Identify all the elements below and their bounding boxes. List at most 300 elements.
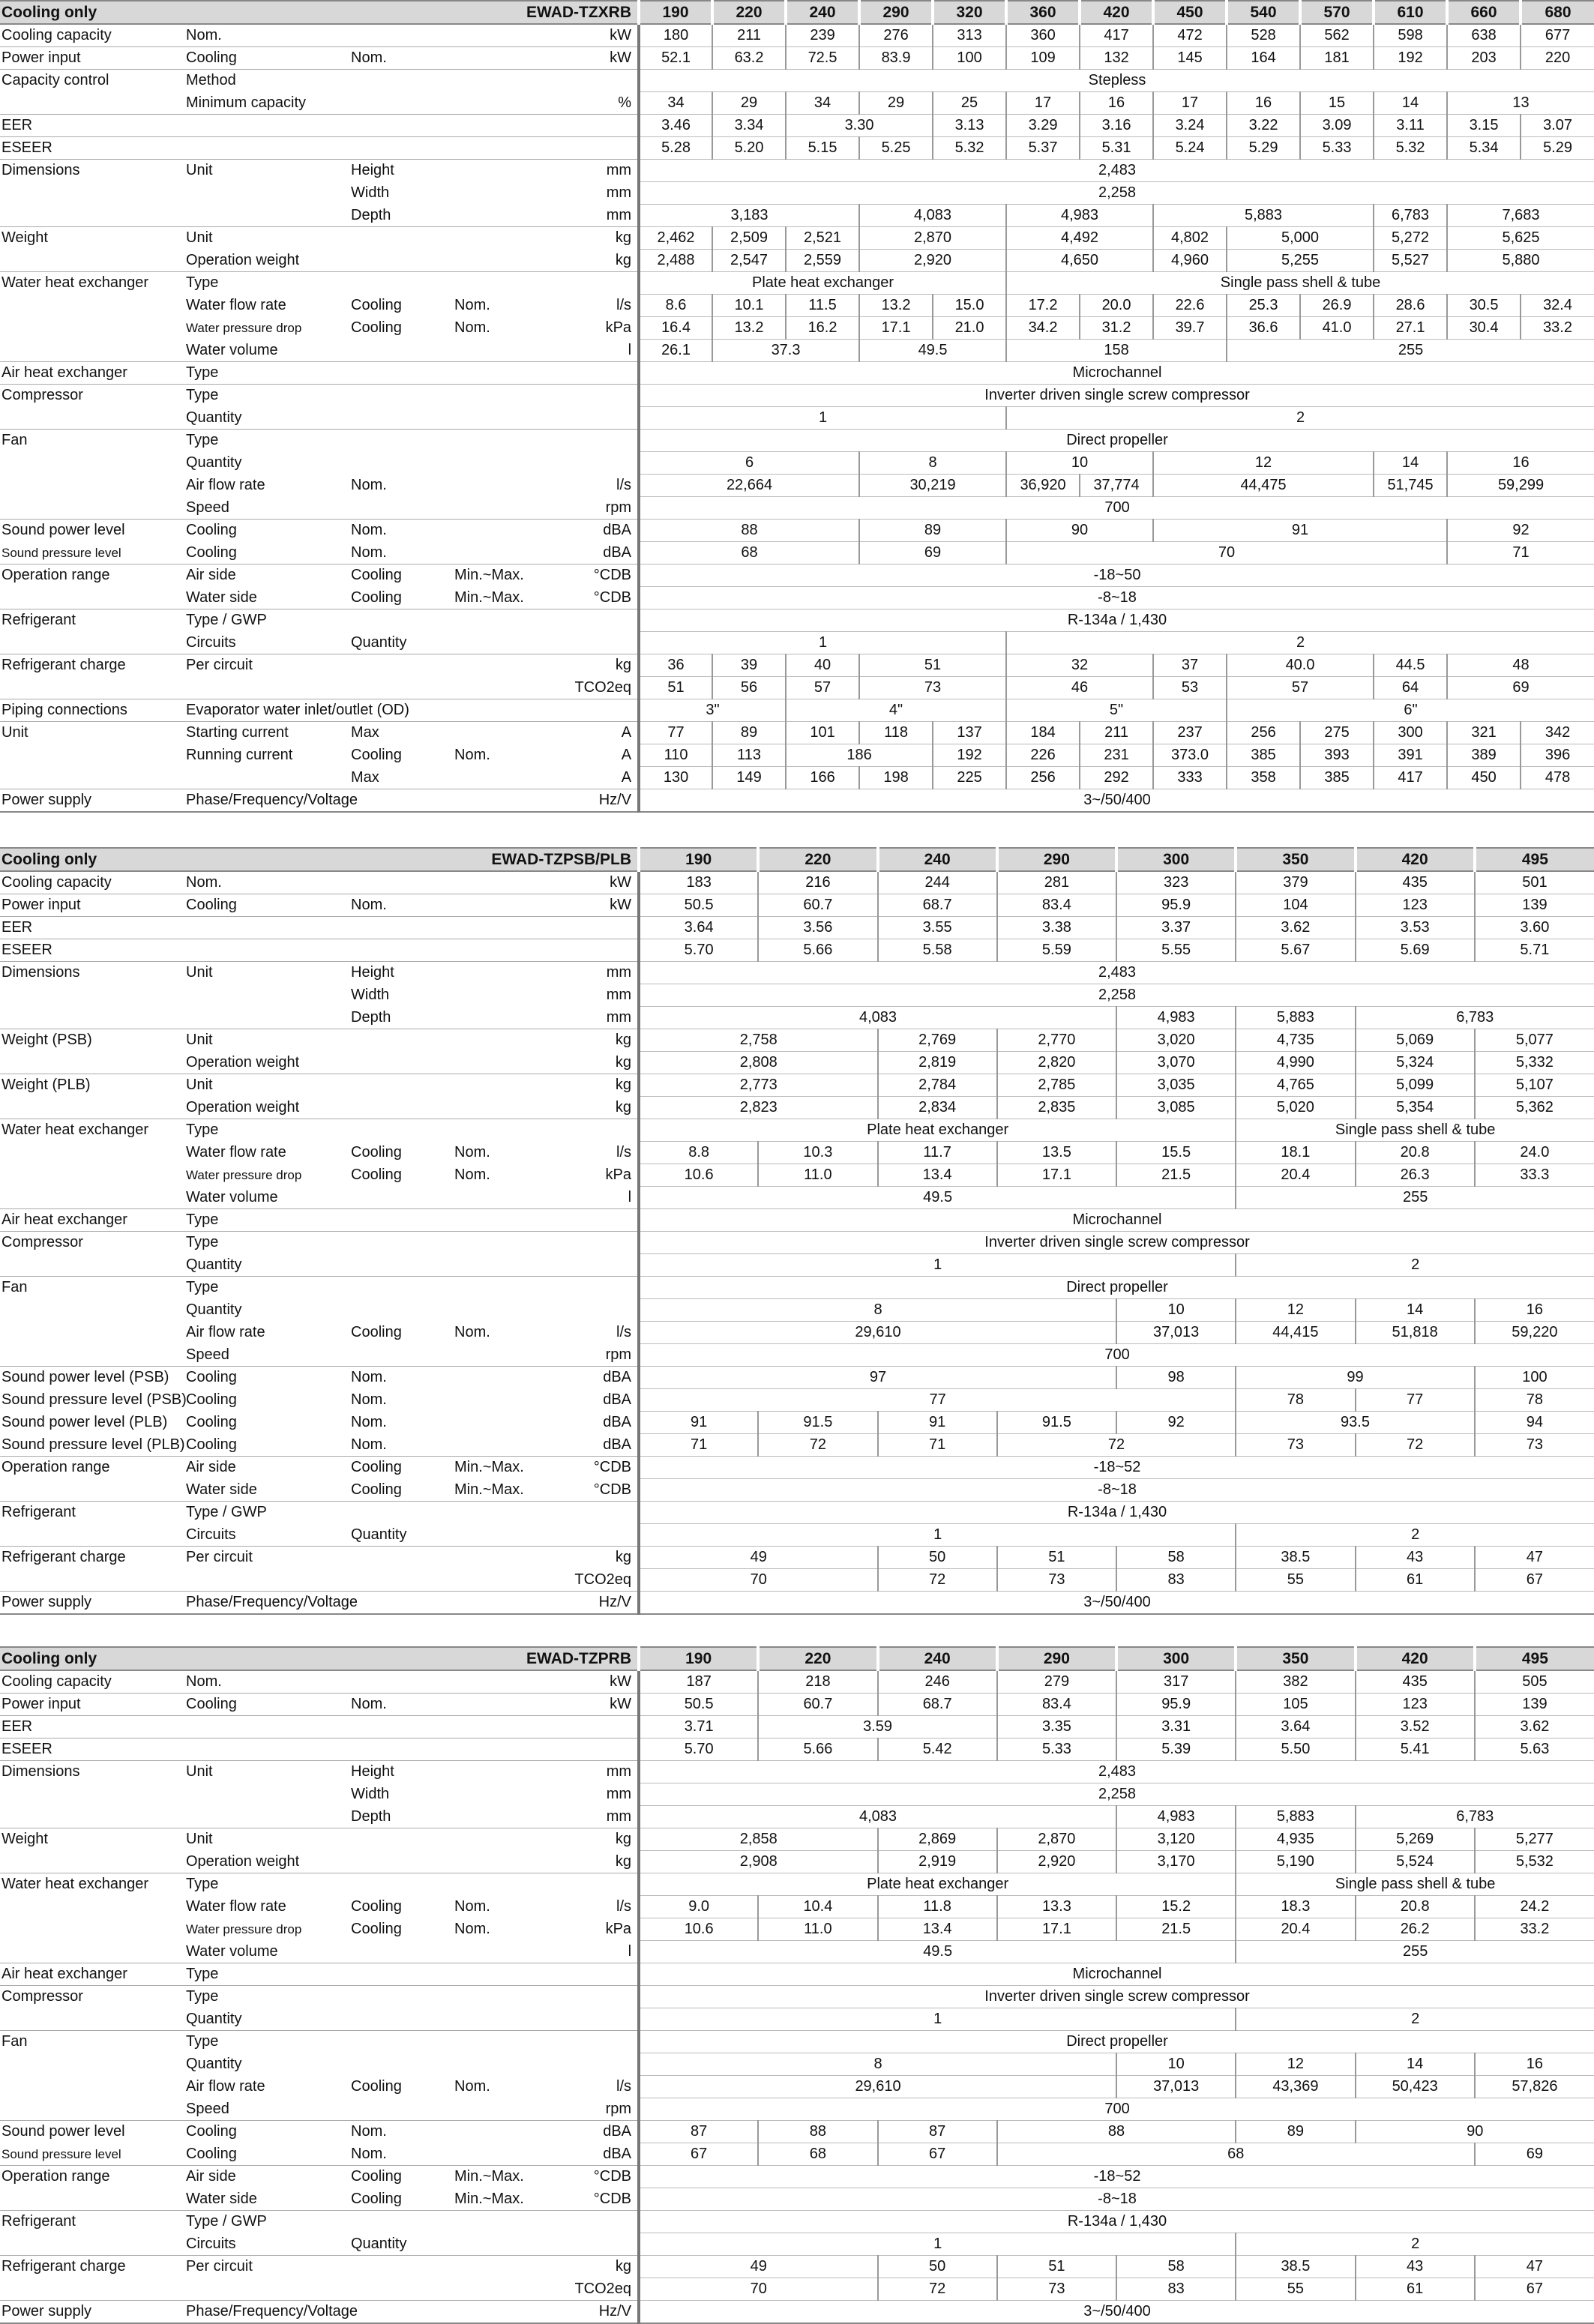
- value-cell: Plate heat exchanger: [639, 1119, 1236, 1142]
- value-cell: 72.5: [786, 47, 859, 70]
- row-unit: A: [558, 722, 639, 744]
- row-qualifier: [453, 722, 558, 744]
- row-unit: [558, 917, 639, 939]
- value-cell: 3~/50/400: [639, 789, 1594, 813]
- value-cell: 211: [1080, 722, 1153, 744]
- value-cell: 68.7: [878, 1694, 997, 1716]
- value-cell: 2,908: [639, 1851, 878, 1873]
- value-cell: 72: [878, 1569, 997, 1592]
- model-header: 350: [1236, 1647, 1355, 1670]
- row-qualifier: [453, 1097, 558, 1119]
- row-condition: [349, 1963, 453, 1986]
- spec-row: [0, 1164, 1594, 1187]
- row-sublabel: Type: [184, 1232, 349, 1254]
- value-cell: 3.34: [712, 115, 786, 137]
- row-qualifier: [453, 227, 558, 250]
- spec-row: [0, 295, 1594, 317]
- row-sublabel: Circuits: [186, 633, 236, 651]
- row-condition: Quantity: [351, 633, 407, 651]
- row-sublabel: Cooling: [186, 1436, 237, 1453]
- row-sublabel: Type: [184, 362, 349, 385]
- model-header: 190: [639, 1, 712, 24]
- value-cell: 237: [1153, 722, 1227, 744]
- row-sublabel: Water volume: [186, 1942, 278, 1960]
- row-unit: [558, 2053, 639, 2076]
- row-condition: [349, 1254, 453, 1277]
- row-label: [0, 317, 184, 340]
- row-qualifier: [453, 1963, 558, 1986]
- value-cell: 389: [1447, 744, 1521, 767]
- row-label: Fan: [0, 430, 184, 452]
- row-qualifier: Min.~Max.: [453, 2166, 558, 2188]
- value-cell: 37,013: [1116, 1322, 1236, 1344]
- spec-row: [0, 722, 1594, 744]
- value-cell: 92: [1447, 520, 1594, 542]
- row-sublabel: Air side: [184, 2166, 349, 2188]
- spec-row: [0, 1694, 1594, 1716]
- row-unit: dBA: [558, 520, 639, 542]
- value-cell: 16.4: [639, 317, 712, 340]
- row-condition: Max: [349, 722, 453, 744]
- model-header: 220: [758, 848, 877, 871]
- row-qualifier: [453, 70, 558, 92]
- value-cell: 72: [1356, 1434, 1475, 1457]
- row-condition: Cooling: [351, 1921, 402, 1937]
- row-unit: A: [621, 747, 632, 763]
- row-condition: [349, 250, 453, 272]
- value-cell: 2,483: [639, 1761, 1594, 1783]
- row-label: [0, 744, 184, 767]
- value-cell: 2,509: [712, 227, 786, 250]
- value-cell: 3,170: [1116, 1851, 1236, 1873]
- row-sublabel: Nom.: [184, 1670, 349, 1694]
- row-sublabel: Operation weight: [186, 251, 300, 268]
- value-cell: 2,547: [712, 250, 786, 272]
- value-cell: 8: [639, 2053, 1116, 2076]
- row-condition: Width: [351, 184, 390, 201]
- row-unit: °CDB: [593, 2190, 632, 2207]
- spec-row: [0, 1029, 1594, 1052]
- row-sublabel: Running current: [186, 747, 293, 763]
- value-cell: 385: [1227, 744, 1300, 767]
- row-unit: kW: [558, 1670, 639, 1694]
- value-cell: 2,820: [997, 1052, 1116, 1074]
- row-label: Sound pressure level (PLB): [1, 1436, 185, 1453]
- value-cell: 3.53: [1356, 917, 1475, 939]
- value-cell: 5,069: [1356, 1029, 1475, 1052]
- row-unit: kg: [615, 1098, 632, 1116]
- value-cell: 435: [1356, 871, 1475, 894]
- row-label: Operation range: [0, 1457, 184, 1479]
- value-cell: 29: [712, 92, 786, 115]
- spec-row: [0, 1502, 1594, 1524]
- row-label: Compressor: [0, 385, 184, 407]
- row-qualifier: [453, 340, 558, 362]
- value-cell: 2: [1006, 407, 1594, 430]
- value-cell: 37,774: [1080, 475, 1153, 497]
- value-cell: 71: [878, 1434, 997, 1457]
- row-qualifier: Nom.: [454, 1144, 490, 1161]
- row-label: Sound power level: [0, 2121, 184, 2143]
- row-unit: [558, 137, 639, 160]
- value-cell: 2,258: [639, 984, 1594, 1007]
- value-cell: 5.42: [878, 1739, 997, 1761]
- value-cell: 13.2: [712, 317, 786, 340]
- value-cell: 5.39: [1116, 1739, 1236, 1761]
- row-label: [0, 1569, 184, 1592]
- row-label: [0, 1007, 184, 1029]
- value-cell: 8: [639, 1299, 1116, 1322]
- value-cell: 244: [878, 871, 997, 894]
- value-cell: 3,020: [1116, 1029, 1236, 1052]
- row-sublabel: Unit: [184, 1029, 349, 1052]
- row-unit: [558, 1232, 639, 1254]
- value-cell: 43: [1356, 2256, 1475, 2278]
- row-label: Power input: [0, 1694, 184, 1716]
- value-cell: 20.8: [1356, 1142, 1475, 1164]
- row-qualifier: [453, 871, 558, 894]
- model-header: 680: [1521, 1, 1594, 24]
- row-label: [0, 2278, 184, 2301]
- value-cell: 95.9: [1116, 1694, 1236, 1716]
- model-header: 320: [933, 1, 1006, 24]
- value-cell: Direct propeller: [639, 430, 1594, 452]
- row-condition: Cooling: [351, 2190, 402, 2207]
- row-sublabel: [184, 1806, 349, 1828]
- value-cell: 87: [639, 2121, 758, 2143]
- value-cell: 91.5: [997, 1412, 1116, 1434]
- value-cell: 12: [1153, 452, 1374, 475]
- row-unit: kg: [615, 251, 632, 268]
- spec-row: [0, 407, 1594, 430]
- value-cell: 3.22: [1227, 115, 1300, 137]
- row-qualifier: [453, 1547, 558, 1569]
- row-qualifier: [453, 1254, 558, 1277]
- value-cell: 91: [639, 1412, 758, 1434]
- value-cell: 255: [1236, 1941, 1594, 1963]
- model-header: 220: [712, 1, 786, 24]
- value-cell: 2,769: [878, 1029, 997, 1052]
- value-cell: 63.2: [712, 47, 786, 70]
- row-condition: Nom.: [349, 1694, 453, 1716]
- row-unit: kg: [558, 2256, 639, 2278]
- value-cell: 59,220: [1475, 1322, 1594, 1344]
- value-cell: 3,085: [1116, 1097, 1236, 1119]
- value-cell: 67: [1475, 1569, 1594, 1592]
- row-condition: [349, 2053, 453, 2076]
- spec-row: [0, 917, 1594, 939]
- value-cell: -18~52: [639, 2166, 1594, 2188]
- row-label: EER: [0, 1716, 184, 1739]
- row-unit: [558, 2211, 639, 2233]
- spec-row: [0, 2053, 1594, 2076]
- row-label: Refrigerant: [0, 1502, 184, 1524]
- value-cell: 29,610: [639, 2076, 1116, 2098]
- row-sublabel: Cooling: [184, 47, 349, 70]
- row-condition: Depth: [351, 1008, 391, 1026]
- value-cell: -8~18: [639, 587, 1594, 609]
- value-cell: 69: [1447, 677, 1594, 699]
- row-qualifier: [453, 2008, 558, 2031]
- spec-row: [0, 1074, 1594, 1097]
- row-qualifier: [453, 2301, 558, 2324]
- value-cell: 5,362: [1475, 1097, 1594, 1119]
- row-label: [0, 1806, 184, 1828]
- value-cell: 105: [1236, 1694, 1355, 1716]
- row-label: Air heat exchanger: [0, 362, 184, 385]
- value-cell: 166: [786, 767, 859, 789]
- spec-row: [0, 894, 1594, 917]
- value-cell: 3.52: [1356, 1716, 1475, 1739]
- model-header: 240: [878, 848, 997, 871]
- value-cell: 5.33: [997, 1739, 1116, 1761]
- spec-row: [0, 654, 1594, 677]
- value-cell: 69: [859, 542, 1006, 565]
- value-cell: 149: [712, 767, 786, 789]
- row-label: Unit: [0, 722, 184, 744]
- row-unit: °CDB: [593, 588, 632, 606]
- row-sublabel: Type: [184, 1873, 349, 1896]
- spec-table-tzprb: [0, 1646, 1594, 2324]
- value-cell: 17.2: [1006, 295, 1080, 317]
- value-cell: 51: [639, 677, 712, 699]
- value-cell: 2,483: [639, 962, 1594, 984]
- row-condition: [349, 654, 453, 677]
- spec-row: [0, 767, 1594, 789]
- spec-row: [0, 497, 1594, 520]
- value-cell: 61: [1356, 1569, 1475, 1592]
- row-condition: [349, 1670, 453, 1694]
- spec-row: [0, 317, 1594, 340]
- row-condition: [349, 1052, 453, 1074]
- row-sublabel: [184, 2278, 349, 2301]
- value-cell: 4,935: [1236, 1828, 1355, 1851]
- row-label: [0, 475, 184, 497]
- value-cell: 5,527: [1374, 250, 1447, 272]
- value-cell: 100: [1475, 1367, 1594, 1389]
- value-cell: 5,332: [1475, 1052, 1594, 1074]
- row-label: [0, 407, 184, 430]
- value-cell: 3.71: [639, 1716, 758, 1739]
- value-cell: 313: [933, 24, 1006, 47]
- row-qualifier: [453, 1344, 558, 1367]
- model-header: 290: [997, 1647, 1116, 1670]
- row-label: [0, 1299, 184, 1322]
- row-sublabel: Water side: [186, 1481, 257, 1498]
- row-qualifier: [453, 1783, 558, 1806]
- value-cell: 29,610: [639, 1322, 1116, 1344]
- row-sublabel: Cooling: [184, 1694, 349, 1716]
- value-cell: 94: [1475, 1412, 1594, 1434]
- value-cell: R-134a / 1,430: [639, 1502, 1594, 1524]
- value-cell: 3.30: [786, 115, 933, 137]
- value-cell: 14: [1356, 2053, 1475, 2076]
- value-cell: 360: [1006, 24, 1080, 47]
- value-cell: 13.5: [997, 1142, 1116, 1164]
- spec-row: [0, 430, 1594, 452]
- value-cell: 47: [1475, 1547, 1594, 1569]
- value-cell: 73: [997, 2278, 1116, 2301]
- row-qualifier: Min.~Max.: [454, 588, 524, 606]
- spec-row: [0, 1232, 1594, 1254]
- spec-row: [0, 744, 1594, 767]
- row-unit: l/s: [616, 477, 632, 493]
- value-cell: 8: [859, 452, 1006, 475]
- spec-row: [0, 1761, 1594, 1783]
- row-unit: [558, 2031, 639, 2053]
- row-sublabel: Water flow rate: [186, 1144, 286, 1161]
- value-cell: R-134a / 1,430: [639, 2211, 1594, 2233]
- row-unit: °CDB: [593, 1481, 632, 1498]
- value-cell: 3.11: [1374, 115, 1447, 137]
- row-sublabel: [184, 767, 349, 789]
- value-cell: 21.5: [1116, 1164, 1236, 1187]
- row-condition: [349, 70, 453, 92]
- value-cell: 2,920: [997, 1851, 1116, 1873]
- row-sublabel: Quantity: [186, 1256, 242, 1273]
- value-cell: 11.0: [758, 1164, 877, 1187]
- row-sublabel: Evaporator water inlet/outlet (OD): [184, 699, 349, 722]
- row-qualifier: [453, 609, 558, 632]
- row-sublabel: [184, 917, 349, 939]
- model-header: 420: [1080, 1, 1153, 24]
- row-sublabel: [184, 115, 349, 137]
- value-cell: 21.0: [933, 317, 1006, 340]
- row-unit: mm: [606, 987, 632, 1003]
- value-cell: 30.4: [1447, 317, 1521, 340]
- value-cell: 6,783: [1356, 1806, 1594, 1828]
- value-cell: 22,664: [639, 475, 859, 497]
- value-cell: 5,532: [1475, 1851, 1594, 1873]
- spec-row: [0, 542, 1594, 565]
- row-unit: kW: [558, 871, 639, 894]
- table-title: Cooling only: [0, 1, 349, 24]
- row-qualifier: [453, 1209, 558, 1232]
- value-cell: 77: [1356, 1389, 1475, 1412]
- value-cell: 2,920: [859, 250, 1006, 272]
- row-unit: Hz/V: [558, 2301, 639, 2324]
- row-sublabel: Type: [184, 1277, 349, 1299]
- row-sublabel: [184, 1716, 349, 1739]
- value-cell: 14: [1374, 452, 1447, 475]
- row-qualifier: [453, 1277, 558, 1299]
- row-sublabel: Unit: [184, 227, 349, 250]
- spec-row: [0, 1389, 1594, 1412]
- row-qualifier: [453, 939, 558, 962]
- spec-table-tzxrb: [0, 0, 1594, 813]
- value-cell: 3.09: [1300, 115, 1374, 137]
- row-sublabel: Phase/Frequency/Voltage: [184, 2301, 349, 2324]
- model-header: 240: [786, 1, 859, 24]
- value-cell: 51,818: [1356, 1322, 1475, 1344]
- spec-row: [0, 962, 1594, 984]
- row-qualifier: [453, 632, 558, 654]
- row-condition: Nom.: [349, 1367, 453, 1389]
- value-cell: 4,802: [1153, 227, 1227, 250]
- row-condition: Cooling: [351, 588, 402, 606]
- value-cell: 2,869: [878, 1828, 997, 1851]
- row-unit: Hz/V: [558, 789, 639, 813]
- row-unit: [558, 430, 639, 452]
- value-cell: 2,773: [639, 1074, 878, 1097]
- row-qualifier: [453, 894, 558, 917]
- value-cell: 333: [1153, 767, 1227, 789]
- value-cell: 275: [1300, 722, 1374, 744]
- spec-row: [0, 1739, 1594, 1761]
- spec-row: [0, 1592, 1594, 1615]
- row-qualifier: Nom.: [454, 1921, 490, 1937]
- value-cell: 77: [639, 722, 712, 744]
- row-sublabel: Unit: [184, 160, 349, 182]
- row-qualifier: [453, 1299, 558, 1322]
- row-qualifier: [453, 1389, 558, 1412]
- row-label: [0, 1941, 184, 1963]
- value-cell: 2,858: [639, 1828, 878, 1851]
- value-cell: 77: [639, 1389, 1236, 1412]
- row-sublabel: Type: [184, 1119, 349, 1142]
- row-sublabel: Type / GWP: [184, 1502, 349, 1524]
- value-cell: 83.9: [859, 47, 933, 70]
- row-label: [0, 2053, 184, 2076]
- value-cell: 51: [997, 1547, 1116, 1569]
- value-cell: 57,826: [1475, 2076, 1594, 2098]
- model-series: EWAD-TZXRB: [349, 1, 639, 24]
- value-cell: 4,983: [1006, 205, 1153, 227]
- row-qualifier: [453, 2256, 558, 2278]
- row-sublabel: Minimum capacity: [186, 94, 307, 111]
- row-label: [0, 452, 184, 475]
- row-qualifier: [453, 1029, 558, 1052]
- row-sublabel: Operation weight: [186, 1053, 300, 1071]
- value-cell: 2,835: [997, 1097, 1116, 1119]
- value-cell: 73: [1475, 1434, 1594, 1457]
- row-unit: °CDB: [558, 2166, 639, 2188]
- spec-row: [0, 227, 1594, 250]
- value-cell: 2,819: [878, 1052, 997, 1074]
- row-sublabel: Quantity: [186, 2056, 242, 2072]
- value-cell: 246: [878, 1670, 997, 1694]
- row-sublabel: Air flow rate: [186, 2078, 265, 2095]
- row-label: [0, 1851, 184, 1873]
- spec-row: [0, 565, 1594, 587]
- value-cell: 32: [1006, 654, 1153, 677]
- row-unit: [558, 1277, 639, 1299]
- row-condition: [349, 1187, 453, 1209]
- row-label: Water heat exchanger: [0, 272, 184, 295]
- value-cell: 30,219: [859, 475, 1006, 497]
- value-cell: 1: [639, 2233, 1236, 2256]
- row-unit: mm: [558, 962, 639, 984]
- value-cell: 39: [712, 654, 786, 677]
- value-cell: 5.69: [1356, 939, 1475, 962]
- model-header: 570: [1300, 1, 1374, 24]
- spec-row: [0, 1367, 1594, 1389]
- value-cell: Microchannel: [639, 362, 1594, 385]
- row-unit: l/s: [616, 1144, 632, 1161]
- spec-row: [0, 115, 1594, 137]
- row-condition: Cooling: [351, 1324, 402, 1340]
- value-cell: 15.5: [1116, 1142, 1236, 1164]
- value-cell: Direct propeller: [639, 2031, 1594, 2053]
- value-cell: 34: [639, 92, 712, 115]
- row-condition: [349, 939, 453, 962]
- value-cell: 385: [1300, 767, 1374, 789]
- row-qualifier: [453, 24, 558, 47]
- value-cell: 317: [1116, 1670, 1236, 1694]
- row-label: Air heat exchanger: [0, 1963, 184, 1986]
- value-cell: 231: [1080, 744, 1153, 767]
- value-cell: 55: [1236, 2278, 1355, 2301]
